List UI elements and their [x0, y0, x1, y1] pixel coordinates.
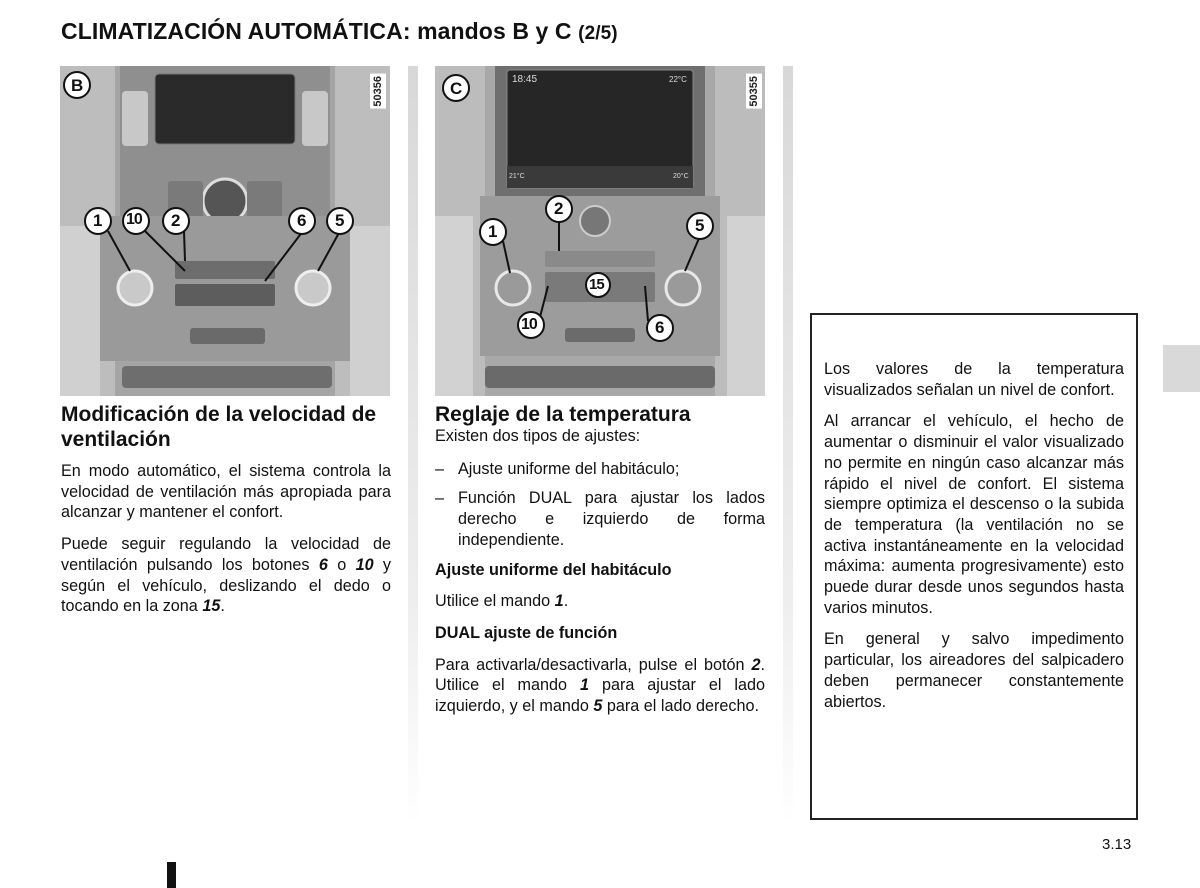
callout-6: 6 [297, 211, 307, 230]
callout-5: 5 [335, 211, 345, 230]
chapter-tab [1163, 345, 1200, 392]
screen-temp-low-left: 21°C [509, 173, 525, 180]
figure-b-code: 50356 [372, 76, 384, 107]
screen-temp-right: 22°C [669, 75, 687, 84]
page-title: CLIMATIZACIÓN AUTOMÁTICA: mandos B y C (2/5) [61, 18, 618, 44]
crop-mark [167, 862, 176, 888]
page-part: (2/5) [578, 23, 618, 44]
callout-6: 6 [655, 318, 665, 337]
figure-b-letter: B [71, 76, 84, 95]
note-paragraph-3: En general y salvo impedimento particular, los aireadores del salpicadero deben permanecer constantemente abiertos. [824, 630, 1124, 711]
figure-c-photo [435, 66, 765, 396]
figure-c-code: 50355 [748, 76, 760, 107]
screen-time: 18:45 [512, 74, 538, 85]
middle-paragraph-1: Utilice el mando 1. [435, 592, 569, 611]
page-number: 3.13 [1102, 836, 1132, 853]
subheading-uniforme: Ajuste uniforme del habitáculo [435, 560, 672, 579]
figure-b-photo [60, 66, 390, 396]
screen-temp-low-right: 20°C [673, 173, 689, 180]
middle-heading: Reglaje de la temperatura [435, 403, 691, 426]
callout-1: 1 [488, 222, 498, 241]
subheading-dual: DUAL ajuste de función [435, 623, 618, 642]
callout-2: 2 [171, 211, 181, 230]
middle-intro: Existen dos tipos de ajustes: [435, 427, 641, 445]
note-paragraph-2: Al arrancar el vehículo, el hecho de aumentar o disminuir el valor visualizado no permite en ningún caso alcanzar más rápido el nivel de confort. El sistema siempre optimiza el descenso o la subida de temperatura (la ventilación no se activa instantáneamente en la velocidad máxima: aumenta progresivamente) esto puede durar desde unos segundos hasta varios minutos. [824, 412, 1124, 617]
left-paragraph-2: Puede seguir regulando la velocidad de ventilación pulsando los botones 6 o 10 y según el vehículo, deslizando el dedo o tocando en la zona 15. [61, 535, 392, 616]
callout-10: 10 [521, 316, 537, 333]
list-item: – Función DUAL para ajustar los lados derecho e izquierdo de forma independiente. [435, 489, 765, 549]
middle-column [435, 426, 765, 728]
figure-c-letter: C [450, 79, 463, 98]
left-column [61, 461, 391, 628]
column-rule-left [408, 66, 418, 826]
callout-5: 5 [695, 216, 705, 235]
left-heading: Modificación de la velocidad de ventilación [61, 403, 377, 451]
callout-10: 10 [126, 211, 142, 228]
middle-paragraph-2: Para activarla/desactivarla, pulse el botón 2. Utilice el mando 1 para ajustar el lado izquierdo, y el mando 5 para el lado derecho. [435, 655, 765, 716]
list-item: – Ajuste uniforme del habitáculo; [435, 459, 680, 478]
note-paragraph-1: Los valores de la temperatura visualizados señalan un nivel de confort. [824, 360, 1124, 399]
column-rule-right [783, 66, 793, 826]
callout-15: 15 [589, 276, 604, 293]
callout-1: 1 [93, 211, 103, 230]
left-paragraph-1: En modo automático, el sistema controla la velocidad de ventilación más apropiada para alcanzar y mantener el confort. [61, 462, 391, 522]
callout-2: 2 [554, 199, 564, 218]
note-box [810, 313, 1138, 820]
